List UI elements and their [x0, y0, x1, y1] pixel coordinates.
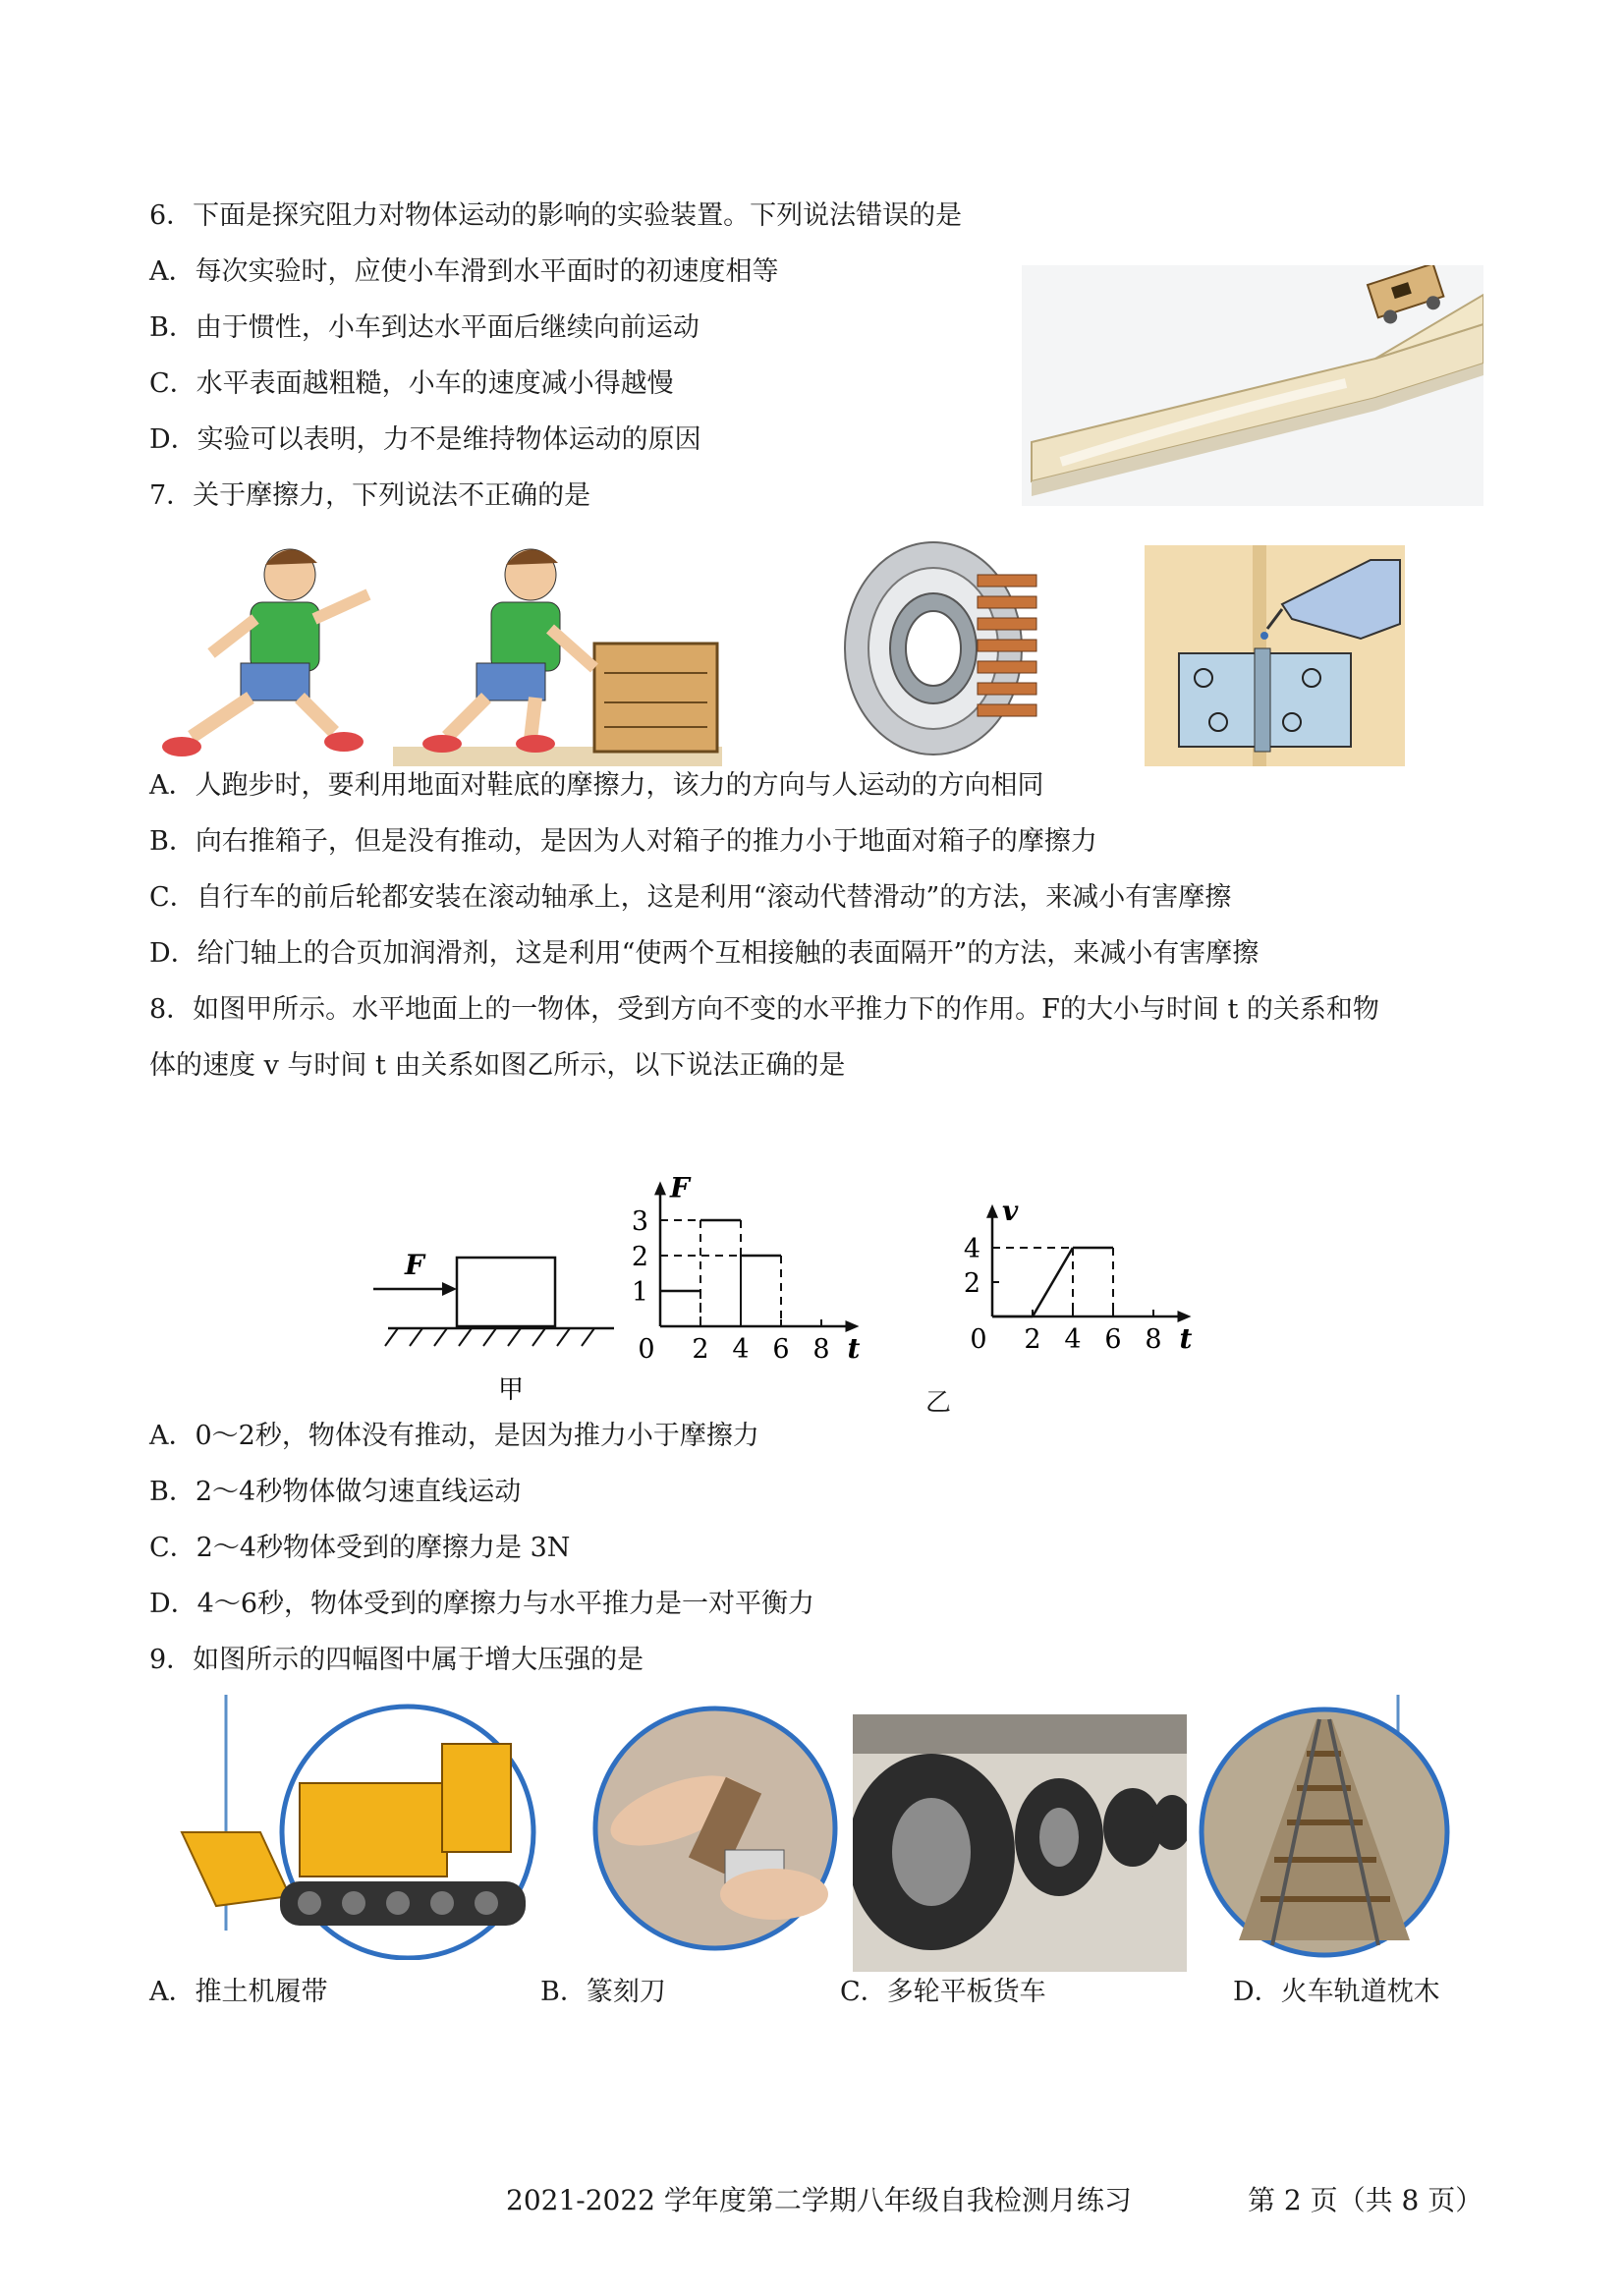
door-hinge-oil-image: [1145, 545, 1405, 766]
x-tick-label: 4: [732, 1334, 750, 1365]
pushing-box-image: [393, 535, 722, 766]
figure-jia-block-on-ground: [364, 1238, 629, 1410]
x-tick-label: 6: [1104, 1324, 1122, 1355]
series-segment: [1033, 1248, 1073, 1316]
figure-jia-caption: 甲: [498, 1375, 525, 1405]
q9-stem: 9．如图所示的四幅图中属于增大压强的是: [149, 1645, 644, 1675]
x-axis-label: t: [847, 1332, 861, 1365]
y-tick-label: 2: [631, 1242, 648, 1272]
q8-stem-line1: 8．如图甲所示。水平地面上的一物体，受到方向不变的水平推力下的作用。F的大小与时间 t 的关系和物: [149, 994, 1379, 1025]
y-axis-label: v: [1002, 1194, 1019, 1227]
q8-option-d: D．4～6秒，物体受到的摩擦力与水平推力是一对平衡力: [149, 1589, 815, 1619]
footer-page-number: 第 2 页（共 8 页）: [1248, 2184, 1483, 2216]
x-tick-label: 0: [970, 1324, 987, 1355]
q6-option-a: A．每次实验时，应使小车滑到水平面时的初速度相等: [149, 256, 779, 287]
q8-option-c: C．2～4秒物体受到的摩擦力是 3N: [149, 1533, 571, 1563]
ramp-experiment-image: [1022, 265, 1483, 506]
force-label: F: [405, 1249, 424, 1281]
q8-option-b: B．2～4秒物体做匀速直线运动: [149, 1477, 522, 1507]
seal-carving-knife-image: [578, 1703, 853, 1953]
y-tick-label: 4: [963, 1234, 980, 1264]
q7-option-d: D．给门轴上的合页加润滑剂，这是利用“使两个互相接触的表面隔开”的方法，来减小有害摩擦: [149, 938, 1259, 969]
velocity-time-chart: [958, 1095, 1297, 1366]
q8-option-a: A．0～2秒，物体没有推动，是因为推力小于摩擦力: [149, 1421, 759, 1451]
y-tick-label: 1: [631, 1277, 648, 1308]
q6-option-c: C．水平表面越粗糙，小车的速度减小得越慢: [149, 368, 674, 399]
q8-stem-line2: 体的速度 v 与时间 t 由关系如图乙所示，以下说法正确的是: [149, 1050, 846, 1081]
running-boy-image: [152, 535, 398, 766]
q9-option-a: A．推土机履带: [149, 1977, 328, 2007]
x-tick-label: 8: [1145, 1324, 1162, 1355]
x-axis-label: t: [1179, 1322, 1193, 1355]
y-axis-arrow: [986, 1204, 998, 1218]
y-axis-label: F: [670, 1171, 690, 1204]
x-tick-label: 4: [1064, 1324, 1082, 1355]
y-tick-label: 2: [963, 1268, 980, 1299]
multi-wheel-truck-image: [853, 1714, 1187, 1972]
x-axis-arrow: [1178, 1311, 1192, 1322]
q9-option-c: C．多轮平板货车: [840, 1977, 1046, 2007]
q9-option-d: D．火车轨道枕木: [1233, 1977, 1440, 2007]
x-tick-label: 0: [638, 1334, 655, 1365]
x-tick-label: 2: [692, 1334, 709, 1365]
x-tick-label: 6: [772, 1334, 790, 1365]
figure-yi-caption: 乙: [925, 1388, 952, 1418]
q7-option-c: C．自行车的前后轮都安装在滚动轴承上，这是利用“滚动代替滑动”的方法，来减小有害摩擦: [149, 882, 1232, 913]
railway-sleepers-image: [1184, 1695, 1479, 1960]
q7-option-a: A．人跑步时，要利用地面对鞋底的摩擦力，该力的方向与人运动的方向相同: [149, 770, 1044, 801]
y-tick-label: 3: [631, 1206, 648, 1237]
x-tick-label: 2: [1024, 1324, 1041, 1355]
footer-title: 2021-2022 学年度第二学期八年级自我检测月练习: [506, 2184, 1132, 2216]
q7-stem: 7．关于摩擦力，下列说法不正确的是: [149, 480, 591, 511]
q9-option-b: B．篆刻刀: [540, 1977, 666, 2007]
q7-option-b: B．向右推箱子，但是没有推动，是因为人对箱子的推力小于地面对箱子的摩擦力: [149, 826, 1097, 857]
force-time-chart: [624, 1105, 963, 1366]
bulldozer-image: [172, 1695, 565, 1960]
x-axis-arrow: [846, 1320, 860, 1332]
q6-option-b: B．由于惯性，小车到达水平面后继续向前运动: [149, 312, 700, 343]
x-tick-label: 8: [812, 1334, 830, 1365]
ball-bearing-image: [840, 535, 1056, 761]
y-axis-arrow: [654, 1181, 666, 1195]
q6-option-d: D．实验可以表明，力不是维持物体运动的原因: [149, 424, 701, 455]
q6-stem: 6．下面是探究阻力对物体运动的影响的实验装置。下列说法错误的是: [149, 200, 963, 231]
